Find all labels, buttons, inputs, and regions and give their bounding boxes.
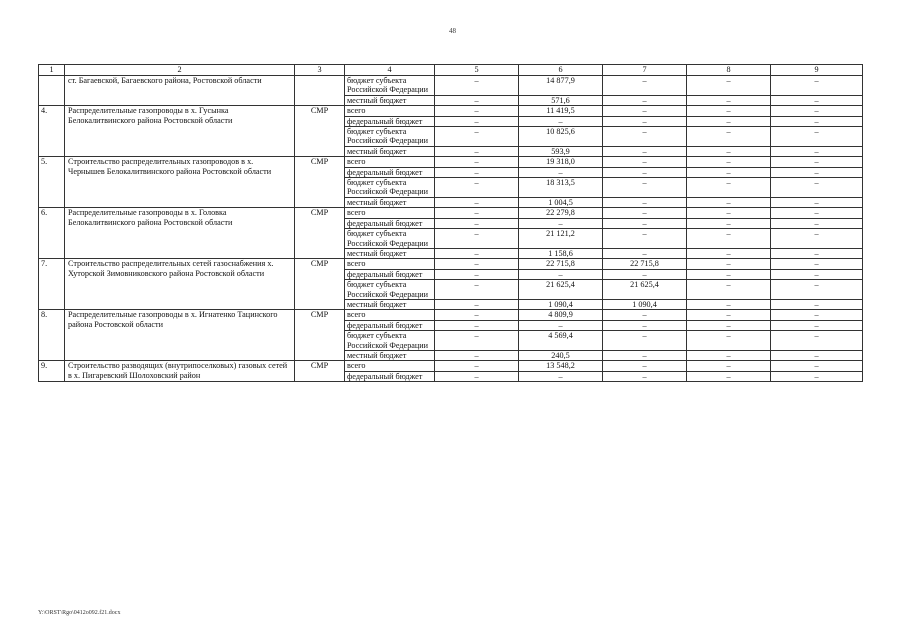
amount-cell: –: [435, 259, 519, 269]
amount-cell: 21 625,4: [603, 280, 687, 300]
amount-cell: –: [771, 280, 863, 300]
funding-source-cell: федеральный бюджет: [345, 167, 435, 177]
amount-cell: –: [435, 116, 519, 126]
amount-cell: –: [687, 106, 771, 116]
amount-cell: –: [687, 157, 771, 167]
amount-cell: –: [687, 229, 771, 249]
table-row: [39, 259, 863, 269]
footer-file-path: Y:\ORST\Rgo\0412o092.f21.docx: [38, 610, 121, 616]
amount-cell: –: [603, 218, 687, 228]
amount-cell: –: [771, 116, 863, 126]
funding-source-cell: всего: [345, 259, 435, 269]
amount-cell: –: [603, 167, 687, 177]
amount-cell: –: [687, 350, 771, 360]
amount-cell: –: [435, 106, 519, 116]
table-row: [39, 157, 863, 167]
column-header: 4: [345, 65, 435, 76]
amount-cell: 4 569,4: [519, 331, 603, 351]
object-name-cell: Строительство распределительных газопроводов в х. Чернышев Белокалитвинского района Ростовской области: [65, 157, 295, 208]
amount-cell: –: [603, 331, 687, 351]
amount-cell: –: [687, 259, 771, 269]
table-row: [39, 106, 863, 116]
amount-cell: –: [687, 248, 771, 258]
funding-source-cell: федеральный бюджет: [345, 320, 435, 330]
amount-cell: –: [519, 269, 603, 279]
work-type-cell: [295, 76, 345, 106]
work-type-cell: СМР: [295, 157, 345, 208]
amount-cell: 4 809,9: [519, 310, 603, 320]
amount-cell: –: [771, 157, 863, 167]
amount-cell: –: [687, 361, 771, 371]
amount-cell: –: [435, 95, 519, 105]
funding-source-cell: бюджет субъекта Российской Федерации: [345, 127, 435, 147]
amount-cell: –: [687, 371, 771, 381]
funding-source-cell: федеральный бюджет: [345, 269, 435, 279]
item-number-cell: 6.: [39, 208, 65, 259]
amount-cell: –: [435, 229, 519, 249]
amount-cell: –: [603, 350, 687, 360]
amount-cell: –: [435, 331, 519, 351]
column-header: 1: [39, 65, 65, 76]
amount-cell: –: [519, 116, 603, 126]
funding-source-cell: всего: [345, 310, 435, 320]
table-body: [39, 76, 863, 382]
amount-cell: –: [435, 310, 519, 320]
amount-cell: –: [435, 208, 519, 218]
amount-cell: –: [687, 116, 771, 126]
amount-cell: –: [687, 127, 771, 147]
funding-source-cell: всего: [345, 157, 435, 167]
amount-cell: –: [603, 320, 687, 330]
amount-cell: –: [603, 116, 687, 126]
object-name-cell: Строительство распределительных сетей газоснабжения х. Хуторской Зимовниковского района Ростовской области: [65, 259, 295, 310]
amount-cell: –: [519, 167, 603, 177]
amount-cell: –: [687, 167, 771, 177]
funding-source-cell: бюджет субъекта Российской Федерации: [345, 76, 435, 96]
amount-cell: –: [771, 269, 863, 279]
funding-source-cell: местный бюджет: [345, 197, 435, 207]
amount-cell: 1 004,5: [519, 197, 603, 207]
amount-cell: 22 715,8: [519, 259, 603, 269]
amount-cell: –: [603, 106, 687, 116]
amount-cell: –: [519, 320, 603, 330]
amount-cell: –: [771, 146, 863, 156]
amount-cell: 10 825,6: [519, 127, 603, 147]
object-name-cell: Строительство разводящих (внутрипоселковых) газовых сетей в х. Пигаревский Шолоховский район: [65, 361, 295, 382]
amount-cell: 21 121,2: [519, 229, 603, 249]
column-header: 3: [295, 65, 345, 76]
amount-cell: –: [435, 167, 519, 177]
table-row: [39, 361, 863, 371]
table-row: [39, 208, 863, 218]
column-header: 6: [519, 65, 603, 76]
item-number-cell: 5.: [39, 157, 65, 208]
funding-source-cell: бюджет субъекта Российской Федерации: [345, 331, 435, 351]
amount-cell: –: [435, 361, 519, 371]
amount-cell: 22 715,8: [603, 259, 687, 269]
amount-cell: –: [435, 76, 519, 96]
amount-cell: –: [435, 299, 519, 309]
amount-cell: –: [771, 310, 863, 320]
amount-cell: –: [771, 95, 863, 105]
amount-cell: –: [687, 280, 771, 300]
column-header: 7: [603, 65, 687, 76]
funding-source-cell: федеральный бюджет: [345, 371, 435, 381]
work-type-cell: СМР: [295, 361, 345, 382]
amount-cell: 22 279,8: [519, 208, 603, 218]
funding-source-cell: федеральный бюджет: [345, 116, 435, 126]
amount-cell: –: [603, 248, 687, 258]
funding-source-cell: федеральный бюджет: [345, 218, 435, 228]
amount-cell: –: [435, 280, 519, 300]
amount-cell: –: [435, 157, 519, 167]
amount-cell: –: [687, 76, 771, 96]
amount-cell: –: [687, 310, 771, 320]
amount-cell: 21 625,4: [519, 280, 603, 300]
amount-cell: –: [603, 76, 687, 96]
amount-cell: –: [771, 361, 863, 371]
column-header: 9: [771, 65, 863, 76]
item-number-cell: [39, 76, 65, 106]
object-name-cell: ст. Багаевской, Багаевского района, Ростовской области: [65, 76, 295, 106]
amount-cell: –: [435, 350, 519, 360]
amount-cell: –: [687, 178, 771, 198]
amount-cell: –: [687, 197, 771, 207]
amount-cell: –: [771, 127, 863, 147]
amount-cell: –: [603, 146, 687, 156]
amount-cell: –: [435, 320, 519, 330]
amount-cell: –: [687, 218, 771, 228]
column-header: 8: [687, 65, 771, 76]
amount-cell: –: [771, 350, 863, 360]
amount-cell: –: [771, 229, 863, 249]
page-number: 48: [449, 27, 456, 35]
amount-cell: –: [771, 259, 863, 269]
funding-source-cell: местный бюджет: [345, 299, 435, 309]
amount-cell: 19 318,0: [519, 157, 603, 167]
amount-cell: 1 090,4: [519, 299, 603, 309]
amount-cell: 13 548,2: [519, 361, 603, 371]
funding-source-cell: всего: [345, 208, 435, 218]
amount-cell: –: [687, 320, 771, 330]
amount-cell: –: [771, 106, 863, 116]
amount-cell: –: [771, 167, 863, 177]
amount-cell: 593,9: [519, 146, 603, 156]
amount-cell: 11 419,5: [519, 106, 603, 116]
amount-cell: –: [771, 76, 863, 96]
amount-cell: –: [603, 361, 687, 371]
amount-cell: 1 090,4: [603, 299, 687, 309]
amount-cell: –: [603, 269, 687, 279]
amount-cell: 1 158,6: [519, 248, 603, 258]
amount-cell: –: [771, 331, 863, 351]
funding-source-cell: бюджет субъекта Российской Федерации: [345, 229, 435, 249]
amount-cell: –: [771, 299, 863, 309]
amount-cell: –: [435, 197, 519, 207]
work-type-cell: СМР: [295, 106, 345, 157]
funding-source-cell: местный бюджет: [345, 95, 435, 105]
funding-source-cell: местный бюджет: [345, 248, 435, 258]
amount-cell: –: [603, 208, 687, 218]
amount-cell: –: [519, 218, 603, 228]
amount-cell: –: [603, 127, 687, 147]
amount-cell: –: [687, 146, 771, 156]
amount-cell: –: [687, 299, 771, 309]
amount-cell: 14 877,9: [519, 76, 603, 96]
amount-cell: –: [687, 331, 771, 351]
funding-source-cell: местный бюджет: [345, 350, 435, 360]
funding-source-cell: всего: [345, 361, 435, 371]
funding-source-cell: всего: [345, 106, 435, 116]
amount-cell: –: [519, 371, 603, 381]
amount-cell: –: [687, 269, 771, 279]
amount-cell: –: [435, 269, 519, 279]
amount-cell: –: [603, 371, 687, 381]
item-number-cell: 8.: [39, 310, 65, 361]
amount-cell: 240,5: [519, 350, 603, 360]
amount-cell: –: [435, 178, 519, 198]
funding-source-cell: местный бюджет: [345, 146, 435, 156]
amount-cell: –: [771, 178, 863, 198]
object-name-cell: Распределительные газопроводы в х. Головка Белокалитвинского района Ростовской области: [65, 208, 295, 259]
amount-cell: –: [603, 95, 687, 105]
amount-cell: –: [687, 95, 771, 105]
budget-table: [38, 64, 863, 382]
amount-cell: –: [603, 310, 687, 320]
amount-cell: –: [771, 208, 863, 218]
object-name-cell: Распределительные газопроводы в х. Гусынка Белокалитвинского района Ростовской области: [65, 106, 295, 157]
column-header: 2: [65, 65, 295, 76]
table-row: [39, 76, 863, 96]
item-number-cell: 9.: [39, 361, 65, 382]
amount-cell: –: [603, 229, 687, 249]
amount-cell: 18 313,5: [519, 178, 603, 198]
amount-cell: 571,6: [519, 95, 603, 105]
column-number-row: [39, 65, 863, 76]
amount-cell: –: [435, 248, 519, 258]
amount-cell: –: [687, 208, 771, 218]
table-row: [39, 310, 863, 320]
amount-cell: –: [435, 127, 519, 147]
amount-cell: –: [771, 371, 863, 381]
amount-cell: –: [771, 197, 863, 207]
item-number-cell: 4.: [39, 106, 65, 157]
amount-cell: –: [603, 157, 687, 167]
funding-source-cell: бюджет субъекта Российской Федерации: [345, 280, 435, 300]
amount-cell: –: [603, 197, 687, 207]
amount-cell: –: [771, 218, 863, 228]
object-name-cell: Распределительные газопроводы в х. Игнатенко Тацинского района Ростовской области: [65, 310, 295, 361]
funding-source-cell: бюджет субъекта Российской Федерации: [345, 178, 435, 198]
amount-cell: –: [435, 371, 519, 381]
amount-cell: –: [435, 218, 519, 228]
work-type-cell: СМР: [295, 259, 345, 310]
amount-cell: –: [771, 320, 863, 330]
work-type-cell: СМР: [295, 208, 345, 259]
work-type-cell: СМР: [295, 310, 345, 361]
amount-cell: –: [603, 178, 687, 198]
amount-cell: –: [771, 248, 863, 258]
amount-cell: –: [435, 146, 519, 156]
column-header: 5: [435, 65, 519, 76]
item-number-cell: 7.: [39, 259, 65, 310]
